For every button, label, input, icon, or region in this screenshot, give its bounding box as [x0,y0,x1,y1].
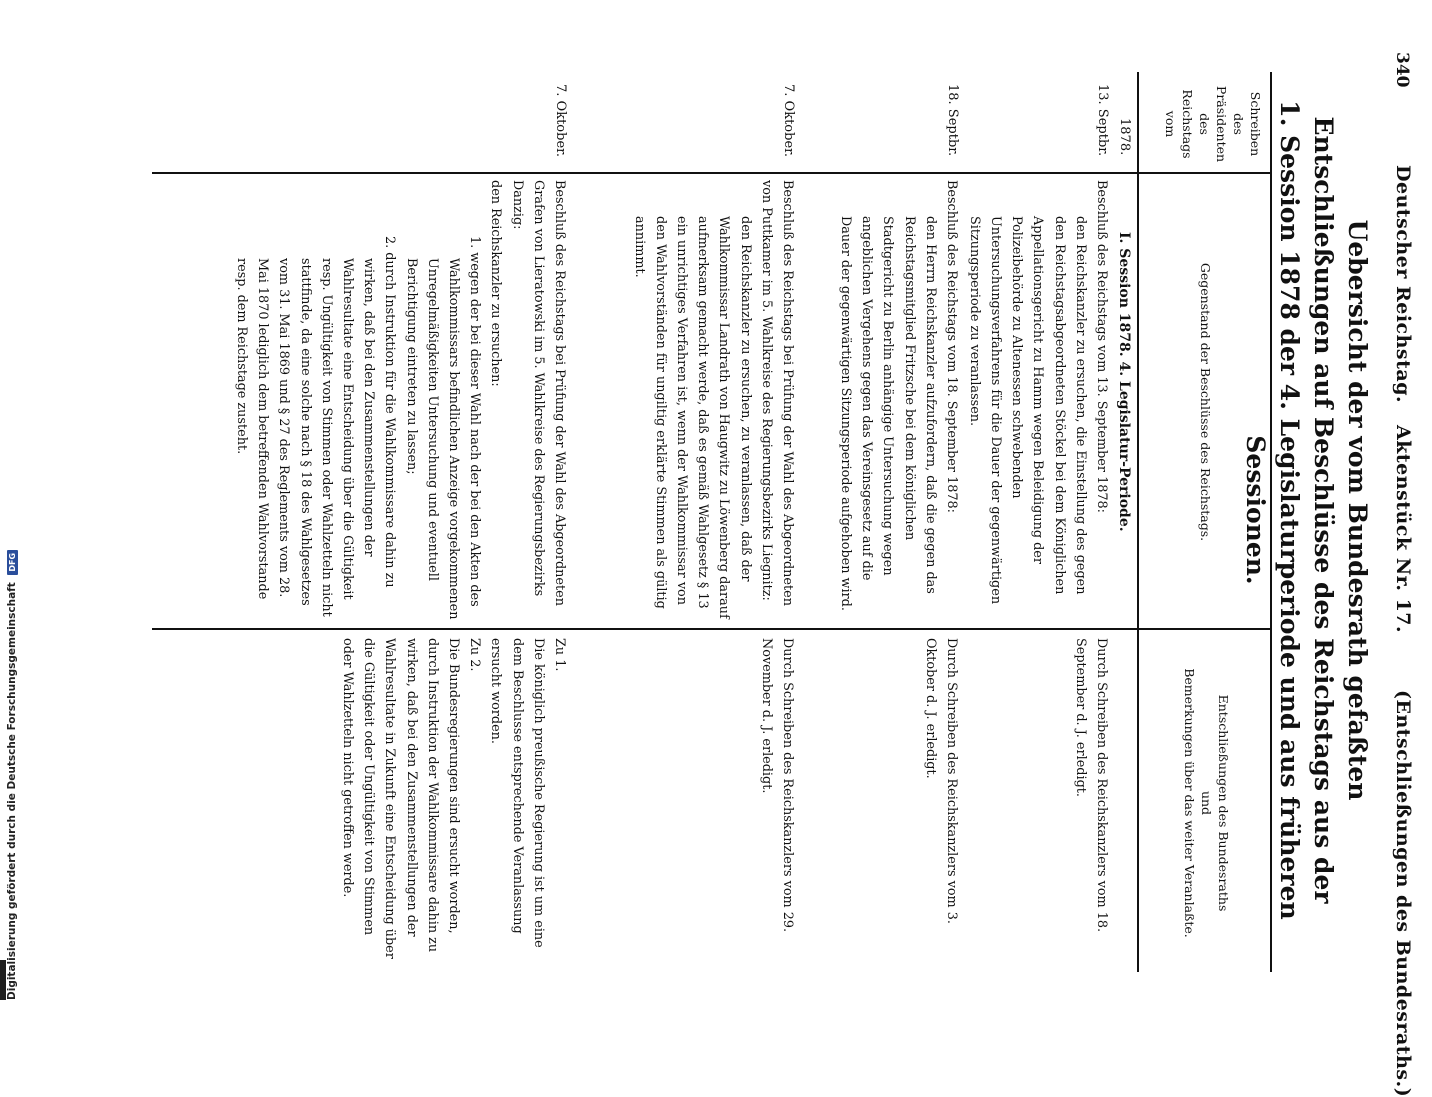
decision-text: Durch Schreiben des Reichskanzlers vom 29. November d. J. erledigt. [758,638,795,933]
column-heading-date: Schreiben des Präsidenten des Reichstags vom [1163,85,1263,163]
page-number: 340 [1392,52,1412,88]
subject-item: 2. durch Instruktion für die Wahlkommissare dahin zu wirken, daß bei den Zusammenstellungen der Wahlresultate eine Entscheidung über die Gültigkeit resp. Ungültigkeit von Stimmen oder Wahlzetteln nicht stattfinde, da eine solche nach § 18 des Wahlgesetzes vom 31. Mai 1869 und § 27 des Reglements vom 28. Mai 1870 lediglich dem betreffenden Wahlvorstande resp. dem Reichstage zusteht. [233,236,398,617]
subject-text: den Reichskanzler zu ersuchen, zu veranlassen, daß der Wahlkommissar Landrath von Haugwitz zu Löwenberg darauf aufmerksam gemacht werde, daß es gemäß Wahlgesetz § 13 ein unrichtiges Verfahren ist, wenn der Wahlkommissar von den Wahlvorständen für ungiltig erklärte Stimmen als gültig annimmt. [631,216,753,619]
decision-text: Durch Schreiben des Reichskanzlers vom 18. September d. J. erledigt. [1072,638,1109,933]
entry-subject [628,180,798,620]
subject-item: 1. wegen der bei dieser Wahl nach der bei den Akten des Wahlkommissars befindlichen Anzeige vorgekommenen Unregelmäßigkeiten Untersuchung und eventuell Berichtigung eintreten zu lassen; [403,236,483,620]
entry-date: 7. Oktober. [553,84,568,158]
column-heading-decision-line: Entschließungen des Bundesraths [1216,694,1231,912]
entry-subject [835,180,962,620]
table-head-rule [1137,72,1139,972]
subject-line: Beschluß des Reichstags bei Prüfung der Wahl des Abgeordneten von Puttkamer im 5. Wahlkreise des Regierungsbezirks Liegnitz: [758,180,795,606]
entry-decision [337,638,570,968]
entry-decision [1070,638,1112,968]
decision-text: Die Bundesregierungen sind ersucht worden, durch Instruktion der Wahlkommissare dahin zu wirken, daß bei den Zusammenstellungen der Wahlresultate in Zukunft eine Entscheidung über die Gültigkeit oder Ungültigkeit von Stimmen oder Wahlzetteln nicht getroffen werde. [339,638,461,959]
entry-subject [964,180,1112,620]
entry-date: 7. Oktober. [781,84,796,158]
header-center: Aktenstück Nr. 17. [1392,425,1414,634]
column-divider-1 [152,172,1272,174]
table-top-rule [1270,72,1272,972]
column-divider-2 [152,628,1272,630]
subject-line: Beschluß des Reichstags vom 18. September 1878: [944,180,959,513]
credit-text: Digitalisierung gefördert durch die Deutsche Forschungsgemeinschaft [6,582,18,1000]
subject-line: Beschluß des Reichstags bei Prüfung der Wahl des Abgeordneten Grafen von Lieratowski im 5. Wahlkreise des Regierungsbezirks Danzig: [509,180,567,606]
decision-heading: Zu 1. [552,638,567,672]
decision-text: Durch Schreiben des Reichskanzlers vom 3. Oktober d. J. erledigt. [922,638,959,924]
entry-decision [920,638,962,968]
subject-line: Beschluß des Reichstags vom 13. September 1878: [1094,180,1109,513]
decision-heading: Zu 2. [467,638,483,672]
subject-text: den Reichskanzler zu ersuchen, die Einstellung des gegen den Reichstagsabgeordneten Stöckel bei dem Königlichen Appellationsgericht zu Hamm wegen Beleidigung der Polizeibehörde zu Altenessen schwebenden Untersuchungsverfahrens für die Dauer der gegenwärtigen Sitzungsperiode zu veranlassen. [966,216,1088,605]
dfg-logo: DFG [7,550,18,575]
subject-line: den Reichskanzler zu ersuchen: [488,180,504,387]
entry-date: 13. Septbr. [1095,84,1110,157]
header-left: Deutscher Reichstag. [1392,165,1414,404]
digitization-credit [6,550,18,1000]
page-title: Uebersicht der vom Bundesrath gefaßten Entschließungen auf Beschlüsse des Reichstags aus der 1. Session 1878 der 4. Legislaturperiode und aus früheren Sessionen. [1241,100,1372,920]
entry-date: 18. Septbr. [945,84,960,157]
column-heading-decision-line: und [1199,790,1214,816]
header-right: (Entschließungen des Bundesraths.) [1392,690,1414,1097]
column-heading-decision-line: Bemerkungen über das weiter Veranlaßte. [1182,668,1197,938]
entry-subject [231,180,570,620]
entry-decision [756,638,798,968]
subject-text: den Herrn Reichskanzler aufzufordern, daß die gegen das Reichstagsmitglied Fritzsche bei dem königlichen Stadtgericht zu Berlin anhängige Untersuchung wegen angeblichen Vergehens gegen das Vereinsgesetz auf die Dauer der gegenwärtigen Sitzungsperiode aufgehoben wird. [837,216,938,611]
session-heading: I. Session 1878. 4. Legislatur-Periode. [1116,232,1132,532]
column-heading-subject: Gegenstand der Beschlüsse des Reichstags. [1198,262,1213,542]
column-heading-decision [1181,634,1232,972]
decision-text: Die königlich preußische Regierung ist um eine dem Beschlusse entsprechende Veranlassung ersucht worden. [488,638,546,948]
year-label: 1878. [1117,118,1132,156]
